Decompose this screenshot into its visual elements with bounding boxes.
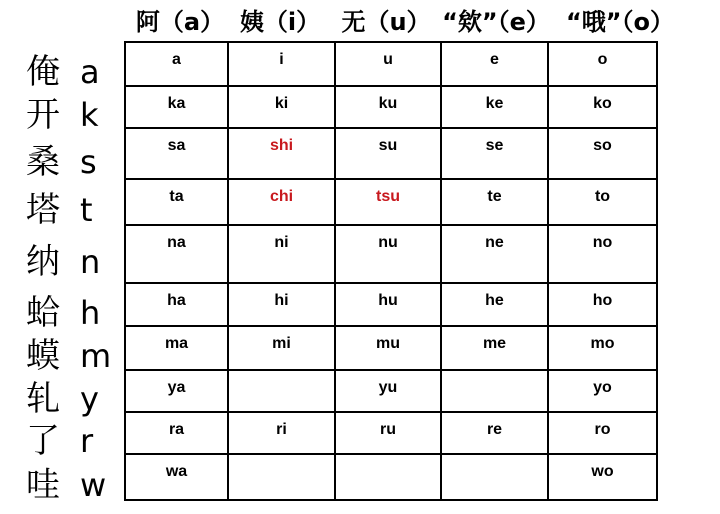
table-cell [335, 454, 441, 500]
table-cell: su [335, 128, 441, 179]
table-cell: ne [441, 225, 548, 283]
column-header-e: “欸”（e） [442, 8, 550, 36]
table-cell: shi [228, 128, 335, 179]
table-cell: so [548, 128, 657, 179]
table-cell: ko [548, 86, 657, 128]
row-label-chinese: 开 [26, 95, 60, 135]
row-label-romaji: s [80, 142, 97, 181]
table-cell [441, 370, 548, 412]
table-cell: hi [228, 283, 335, 326]
table-cell: wa [125, 454, 228, 500]
table-cell: sa [125, 128, 228, 179]
table-cell: ni [228, 225, 335, 283]
row-label [26, 376, 99, 422]
row-label [26, 290, 100, 336]
table-row [125, 225, 657, 283]
row-label-romaji: a [80, 53, 100, 91]
row-label [26, 333, 111, 379]
row-label [26, 462, 106, 508]
table-cell: ke [441, 86, 548, 128]
table-row [125, 86, 657, 128]
table-cell: yu [335, 370, 441, 412]
row-label-chinese: 哇 [26, 465, 60, 505]
table-cell: u [335, 42, 441, 86]
table-cell: wo [548, 454, 657, 500]
table-cell: ru [335, 412, 441, 454]
table-cell: me [441, 326, 548, 370]
column-headers [0, 0, 720, 40]
table-cell: mi [228, 326, 335, 370]
table-cell: ha [125, 283, 228, 326]
table-cell: e [441, 42, 548, 86]
table-cell: ri [228, 412, 335, 454]
row-label-chinese: 了 [26, 421, 60, 461]
row-label-romaji: r [80, 422, 94, 460]
table-cell: he [441, 283, 548, 326]
table-row [125, 370, 657, 412]
table-cell: tsu [335, 179, 441, 225]
table-cell: i [228, 42, 335, 86]
row-label-romaji: w [80, 466, 107, 504]
row-label-romaji: h [80, 293, 101, 332]
table-cell: te [441, 179, 548, 225]
table-row [125, 412, 657, 454]
row-label-romaji: k [80, 96, 99, 134]
table-cell: mo [548, 326, 657, 370]
row-label-romaji: n [80, 243, 101, 281]
table-cell [441, 454, 548, 500]
table-cell [228, 454, 335, 500]
table-cell: re [441, 412, 548, 454]
column-header-o: “哦”（o） [565, 8, 675, 36]
table-row [125, 283, 657, 326]
row-label [26, 418, 93, 464]
table-cell: ra [125, 412, 228, 454]
table-cell: ma [125, 326, 228, 370]
table-cell: ho [548, 283, 657, 326]
column-header-a: 阿（a） [135, 8, 225, 36]
row-label-chinese: 塔 [26, 190, 60, 230]
table-cell: nu [335, 225, 441, 283]
table-cell: ka [125, 86, 228, 128]
row-label-chinese: 蟆 [26, 336, 60, 376]
row-label [26, 49, 100, 95]
table-row [125, 326, 657, 370]
column-header-u: 无（u） [341, 8, 431, 36]
row-label-chinese: 轧 [26, 379, 60, 419]
table-cell: a [125, 42, 228, 86]
table-cell: hu [335, 283, 441, 326]
table-cell: ki [228, 86, 335, 128]
row-label-romaji: t [80, 191, 93, 229]
table-cell: ta [125, 179, 228, 225]
table-cell: ya [125, 370, 228, 412]
table-cell: ro [548, 412, 657, 454]
table-row [125, 128, 657, 179]
table-cell: o [548, 42, 657, 86]
row-label-chinese: 蛤 [26, 292, 60, 333]
table-cell: no [548, 225, 657, 283]
table-cell: chi [228, 179, 335, 225]
row-label [26, 92, 99, 138]
row-label-chinese: 俺 [26, 52, 60, 92]
table-row [125, 179, 657, 225]
kana-romaji-table [124, 41, 658, 501]
row-label [26, 187, 93, 233]
row-label-chinese: 纳 [26, 242, 60, 282]
column-header-i: 姨（i） [239, 8, 321, 36]
table-cell: to [548, 179, 657, 225]
row-label-romaji: m [80, 337, 112, 375]
row-label-chinese: 桑 [26, 141, 60, 182]
table-cell: yo [548, 370, 657, 412]
row-label [26, 139, 97, 185]
table-cell: mu [335, 326, 441, 370]
row-labels [0, 40, 124, 505]
row-label-romaji: y [80, 380, 99, 418]
table-cell: ku [335, 86, 441, 128]
table-row [125, 42, 657, 86]
table-cell: se [441, 128, 548, 179]
table-cell: na [125, 225, 228, 283]
row-label [26, 239, 100, 285]
table-cell [228, 370, 335, 412]
table-row [125, 454, 657, 500]
